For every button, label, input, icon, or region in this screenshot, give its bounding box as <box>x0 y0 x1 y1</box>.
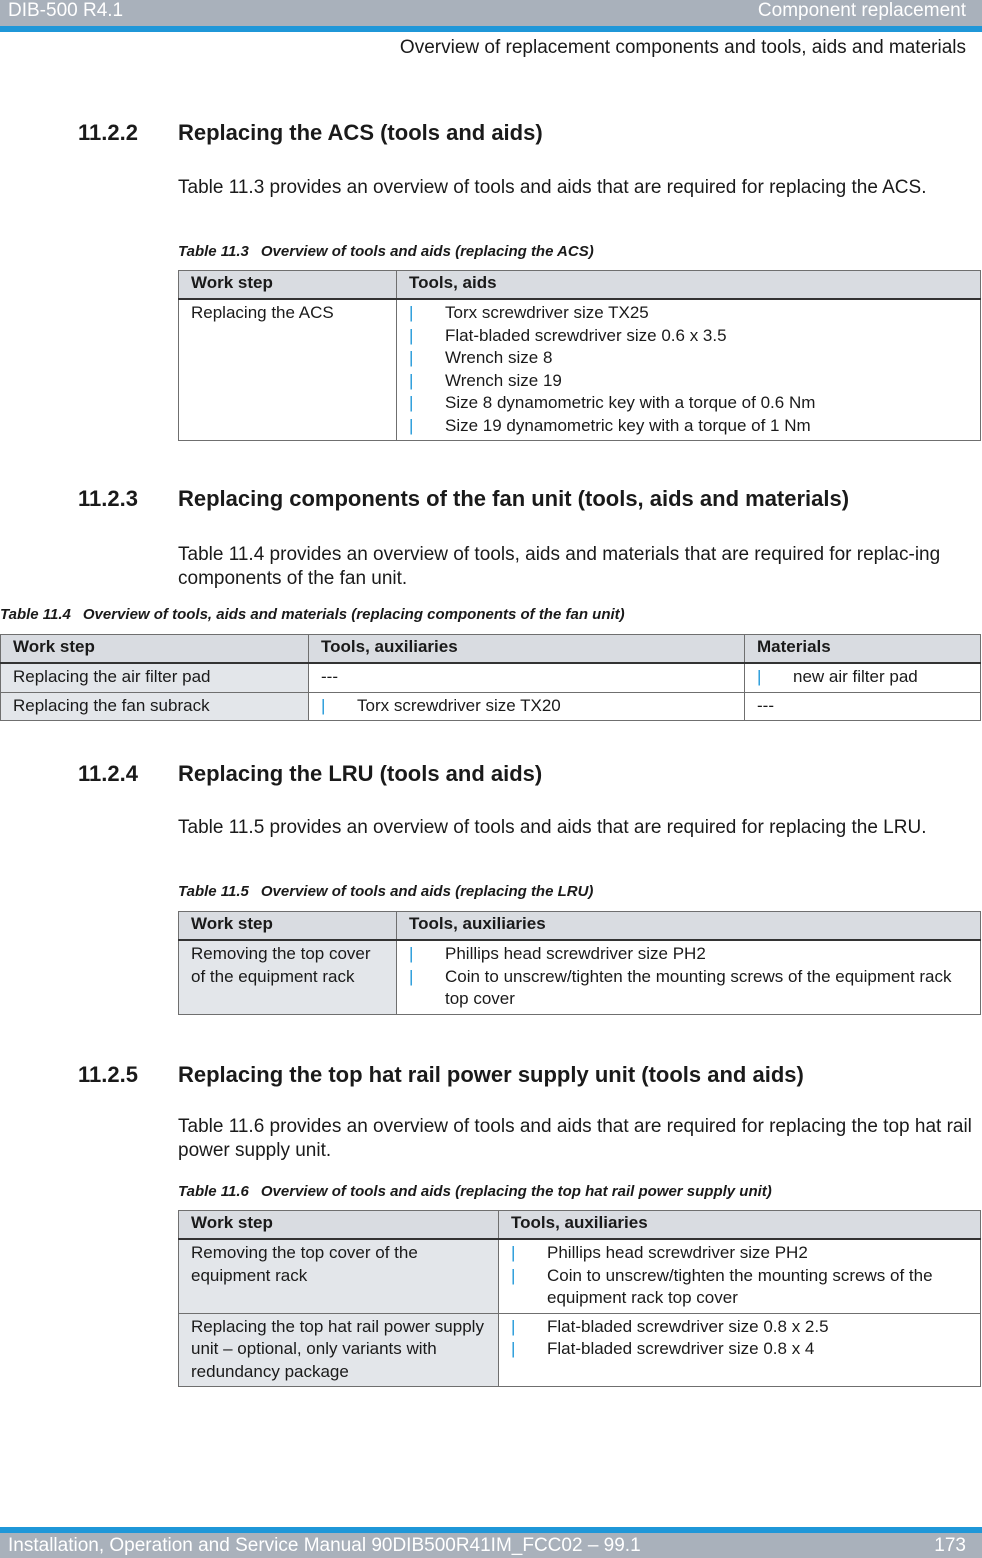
list-item-text: Wrench size 19 <box>445 370 562 390</box>
list-item <box>409 415 968 438</box>
table-caption-text: Overview of tools and aids (replacing the ACS) <box>260 243 594 260</box>
table-row <box>1 663 981 692</box>
manual-title: Installation, Operation and Service Manual 90DIB500R41IM_FCC02 – 99.1 <box>8 1535 641 1556</box>
list-marker: | <box>409 303 414 322</box>
list-marker: | <box>511 1243 516 1262</box>
table-row <box>179 1313 981 1387</box>
list-marker: | <box>511 1316 516 1336</box>
table-row <box>179 1239 981 1313</box>
column-header: Work step <box>179 271 397 300</box>
table-number: Table 11.6 <box>178 1183 249 1200</box>
column-header: Work step <box>179 912 397 941</box>
list-marker: | <box>409 944 414 963</box>
column-header: Tools, auxiliaries <box>499 1211 981 1240</box>
section-title: Replacing the top hat rail power supply unit (tools and aids) <box>178 1062 804 1087</box>
list-item-text: Phillips head screwdriver size PH2 <box>547 1243 808 1262</box>
table-11-5 <box>178 911 981 1015</box>
list-item-text: Flat-bladed screwdriver size 0.6 x 3.5 <box>445 325 727 345</box>
table-caption <box>0 606 625 623</box>
list-item-text: new air filter pad <box>793 667 918 686</box>
list-marker: | <box>757 667 762 686</box>
list-item <box>409 392 968 415</box>
section-number: 11.2.2 <box>78 120 138 145</box>
table-number: Table 11.4 <box>0 606 71 623</box>
tools-cell <box>499 1239 981 1313</box>
tools-list <box>511 1242 968 1310</box>
section-intro: Table 11.4 provides an overview of tools, aids and materials that are required for replac-ing components of the fan unit. <box>178 544 941 589</box>
section-number: 11.2.4 <box>78 761 138 786</box>
list-item-text: Size 8 dynamometric key with a torque of 0.6 Nm <box>445 393 816 412</box>
column-header: Work step <box>179 1211 499 1240</box>
work-step-cell: Replacing the top hat rail power supply unit – optional, only variants with redundancy package <box>179 1313 499 1387</box>
section-heading-11-2-4 <box>78 761 542 787</box>
column-header: Tools, auxiliaries <box>309 635 745 664</box>
list-item-text: Coin to unscrew/tighten the mounting screws of the equipment rack top cover <box>445 966 952 1008</box>
section-title: Replacing the LRU (tools and aids) <box>178 761 543 786</box>
table-caption-text: Overview of tools, aids and materials (replacing components of the fan unit) <box>82 606 625 623</box>
list-marker: | <box>511 1339 516 1358</box>
list-item <box>409 943 968 966</box>
table-11-3 <box>178 270 981 441</box>
materials-list <box>757 666 968 689</box>
tools-list <box>511 1316 968 1361</box>
section-heading-11-2-5 <box>78 1062 804 1088</box>
list-item-text: Torx screwdriver size TX20 <box>357 695 561 715</box>
materials-cell <box>745 663 981 692</box>
table-11-4 <box>0 634 981 721</box>
list-marker: | <box>409 348 414 367</box>
list-item-text: Flat-bladed screwdriver size 0.8 x 4 <box>547 1339 815 1358</box>
list-item <box>511 1338 968 1361</box>
section-heading-11-2-3 <box>78 486 849 512</box>
tools-cell: --- <box>309 663 745 692</box>
list-item-text: Size 19 dynamometric key with a torque of 1 Nm <box>445 415 811 435</box>
list-item-text: Torx screwdriver size TX25 <box>445 303 649 322</box>
table-caption <box>178 243 594 260</box>
tools-list <box>409 302 968 437</box>
table-header-row <box>179 1211 981 1240</box>
table-row <box>179 940 981 1014</box>
list-marker: | <box>321 695 326 715</box>
materials-cell: --- <box>745 692 981 721</box>
list-item <box>511 1242 968 1265</box>
tools-list <box>409 943 968 1011</box>
table-row <box>1 692 981 721</box>
list-item <box>409 347 968 370</box>
list-item-text: Coin to unscrew/tighten the mounting screws of the equipment rack top cover <box>547 1265 933 1307</box>
list-item <box>511 1265 968 1310</box>
work-step-cell: Removing the top cover of the equipment rack <box>179 940 397 1014</box>
table-caption-text: Overview of tools and aids (replacing the top hat rail power supply unit) <box>260 1183 772 1200</box>
page-number: 173 <box>934 1535 966 1556</box>
list-marker: | <box>409 415 414 435</box>
section-number: 11.2.5 <box>78 1062 138 1087</box>
table-11-6 <box>178 1210 981 1387</box>
list-item <box>409 966 968 1011</box>
section-title: Replacing the ACS (tools and aids) <box>178 120 543 145</box>
column-header: Work step <box>1 635 309 664</box>
list-marker: | <box>409 325 414 345</box>
section-heading-11-2-2 <box>78 120 543 146</box>
table-row <box>179 299 981 441</box>
section-number: 11.2.3 <box>78 486 138 511</box>
chapter-title: Component replacement <box>757 0 966 21</box>
tools-cell <box>397 299 981 441</box>
work-step-cell: Replacing the air filter pad <box>1 663 309 692</box>
table-header-row <box>179 912 981 941</box>
table-header-row <box>179 271 981 300</box>
list-marker: | <box>409 966 414 986</box>
work-step-cell: Removing the top cover of the equipment rack <box>179 1239 499 1313</box>
tools-cell <box>309 692 745 721</box>
section-title: Replacing components of the fan unit (tools, aids and materials) <box>178 486 850 511</box>
list-item <box>511 1316 968 1339</box>
work-step-cell: Replacing the ACS <box>179 299 397 441</box>
list-item-text: Flat-bladed screwdriver size 0.8 x 2.5 <box>547 1316 829 1336</box>
list-marker: | <box>409 370 414 390</box>
list-item-text: Wrench size 8 <box>445 348 553 367</box>
tools-cell <box>397 940 981 1014</box>
section-intro: Table 11.5 provides an overview of tools and aids that are required for replacing the LRU. <box>178 817 927 838</box>
table-caption-text: Overview of tools and aids (replacing the LRU) <box>260 883 594 900</box>
list-marker: | <box>511 1265 516 1285</box>
list-item <box>409 325 968 348</box>
column-header: Materials <box>745 635 981 664</box>
table-caption <box>178 883 593 900</box>
table-number: Table 11.5 <box>178 883 249 900</box>
list-item <box>409 302 968 325</box>
list-item <box>757 666 968 689</box>
list-item-text: Phillips head screwdriver size PH2 <box>445 944 706 963</box>
section-subtitle: Overview of replacement components and tools, aids and materials <box>399 37 966 58</box>
list-marker: | <box>409 393 414 412</box>
work-step-cell: Replacing the fan subrack <box>1 692 309 721</box>
column-header: Tools, auxiliaries <box>397 912 981 941</box>
document-id: DIB-500 R4.1 <box>8 0 124 21</box>
table-number: Table 11.3 <box>178 243 249 260</box>
column-header: Tools, aids <box>397 271 981 300</box>
section-intro: Table 11.3 provides an overview of tools and aids that are required for replacing the ACS. <box>178 177 927 198</box>
list-item <box>409 370 968 393</box>
section-intro: Table 11.6 provides an overview of tools and aids that are required for replacing the top hat rail power supply unit. <box>178 1116 972 1161</box>
table-header-row <box>1 635 981 664</box>
header-accent-line <box>0 26 982 32</box>
list-item <box>321 695 732 718</box>
tools-cell <box>499 1313 981 1387</box>
table-caption <box>178 1183 772 1200</box>
tools-list <box>321 695 732 718</box>
